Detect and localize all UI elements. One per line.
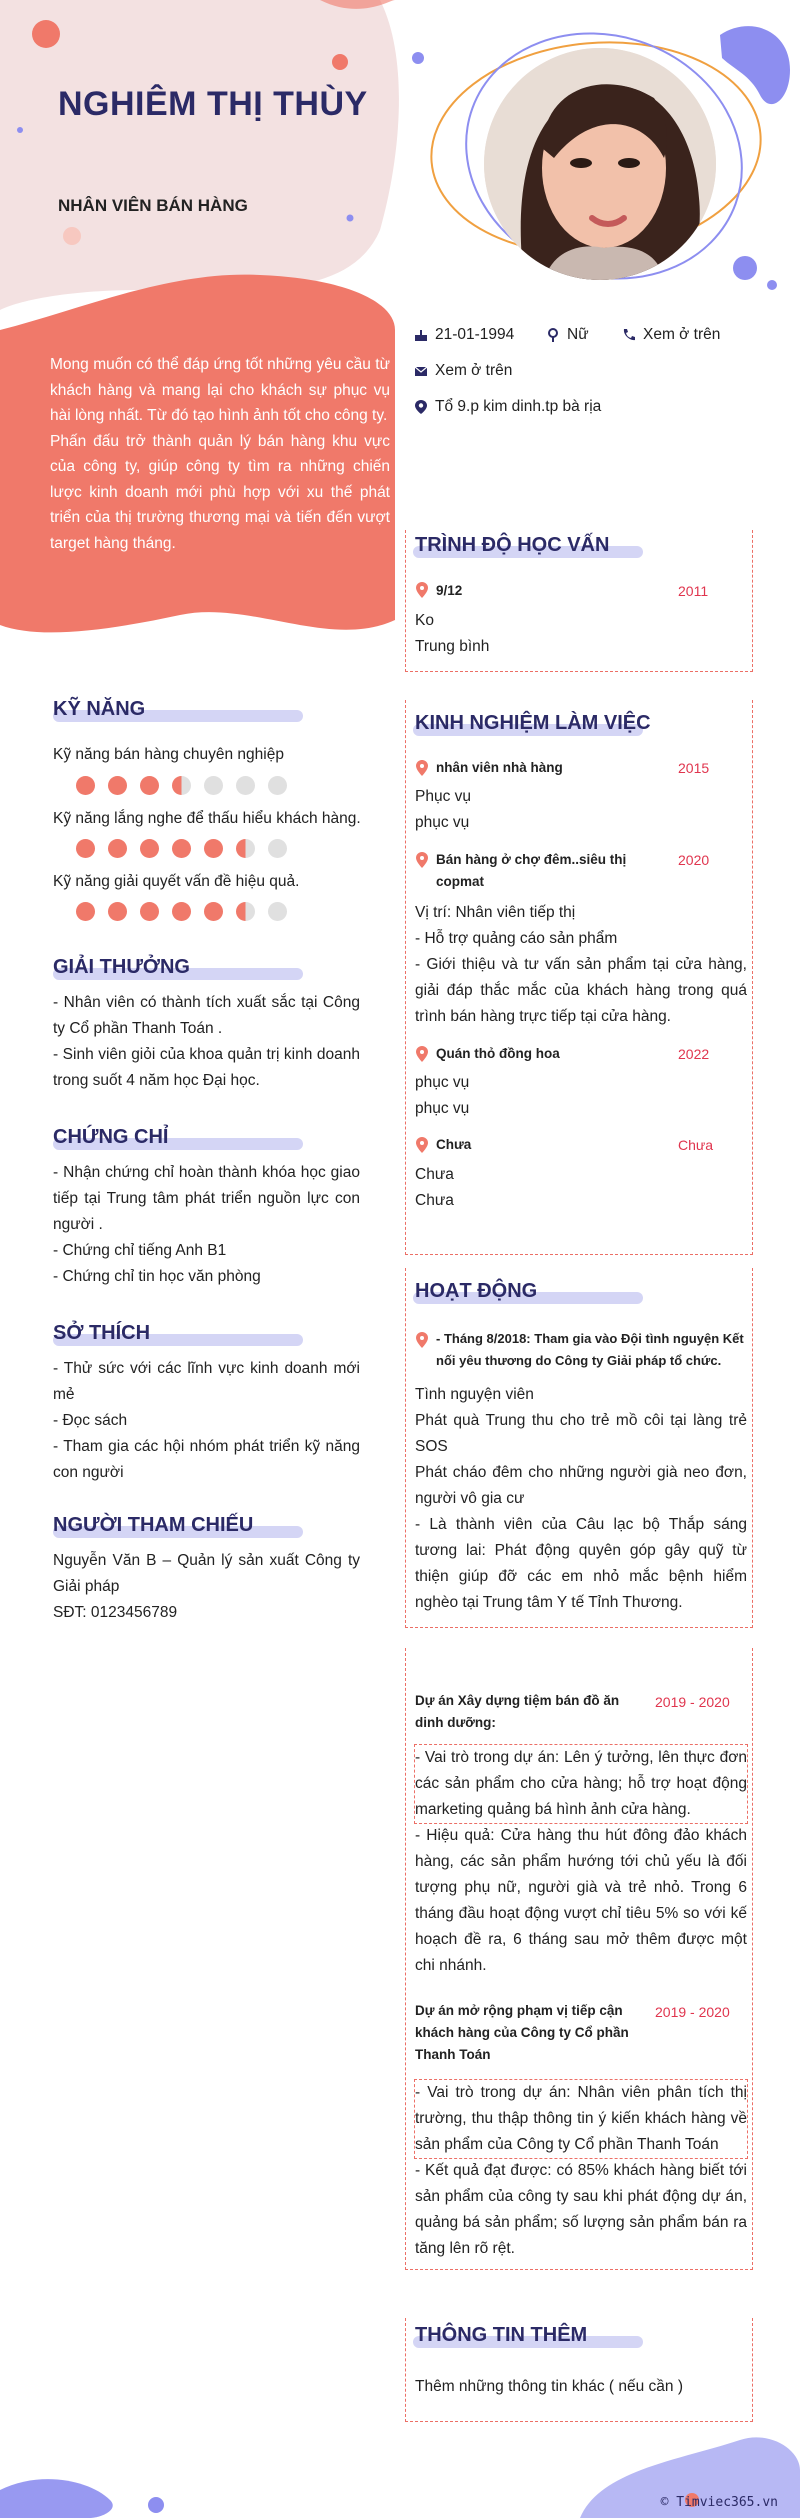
- rating-dot: [268, 839, 287, 858]
- education-grade: Trung bình: [415, 638, 490, 655]
- rating-dot: [204, 776, 223, 795]
- rating-dot: [268, 902, 287, 921]
- project-role: - Vai trò trong dự án: Lên ý tưởng, lên thực đơn các sản phẩm cho cửa hàng; hỗ trợ hoạt động marketing quảng bá hình ảnh cửa hàng.: [415, 1749, 747, 1818]
- location-pin-icon: [414, 399, 428, 415]
- hobby-item: - Đọc sách: [53, 1412, 128, 1429]
- job-line: Chưa: [415, 1166, 454, 1183]
- project-name: Dự án mở rộng phạm vị tiếp cận khách hàng của Công ty Cổ phần Thanh Toán: [415, 2003, 629, 2062]
- birthday-info: [414, 326, 514, 344]
- phone-icon: [622, 328, 636, 342]
- email-info: [414, 362, 512, 380]
- job-date: 2022: [678, 1046, 710, 1062]
- job-details: [415, 1162, 747, 1214]
- hobbies-list: [53, 1356, 360, 1486]
- location-pin-icon: [416, 582, 428, 598]
- gender-icon: [546, 328, 560, 342]
- job-company: nhân viên nhà hàng: [436, 760, 563, 775]
- project-role: - Vai trò trong dự án: Nhân viên phân tích thị trường, thu thập thông tin ý kiến khách hàng về sản phẩm của Công ty Cổ phần Thanh Toán: [415, 2084, 747, 2153]
- rating-dot: [204, 839, 223, 858]
- gender-value: Nữ: [567, 326, 589, 343]
- certificate-item: - Chứng chỉ tiếng Anh B1: [53, 1242, 227, 1259]
- job-company: Quán thỏ đồng hoa: [436, 1046, 560, 1061]
- hobby-item: - Tham gia các hội nhóm phát triển kỹ năng con người: [53, 1438, 360, 1481]
- school-name: 9/12: [436, 583, 463, 598]
- project-date: 2019 - 2020: [655, 1694, 730, 1710]
- career-objective: [50, 352, 390, 556]
- rating-dot: [108, 776, 127, 795]
- extra-title: THÔNG TIN THÊM: [415, 2324, 588, 2346]
- award-item: - Nhân viên có thành tích xuất sắc tại Công ty Cổ phần Thanh Toán .: [53, 994, 360, 1037]
- rating-dot: [140, 839, 159, 858]
- skill-label: Kỹ năng lắng nghe để thấu hiểu khách hàng.: [53, 810, 361, 827]
- portrait-image: [484, 48, 716, 280]
- activity-line: Phát quà Trung thu cho trẻ mồ côi tại làng trẻ SOS: [415, 1412, 747, 1455]
- awards-title: GIẢI THƯỞNG: [53, 956, 190, 978]
- job-line: - Giới thiệu và tư vấn sản phẩm tại cửa hàng, giải đáp thắc mắc của khách hàng trong quá trình bán hàng trực tiếp tại cửa hàng.: [415, 956, 747, 1025]
- activities-title: HOẠT ĐỘNG: [415, 1280, 538, 1302]
- phone-info: [622, 326, 720, 344]
- job-company: Bán hàng ở chợ đêm..siêu thị copmat: [436, 852, 627, 889]
- certificates-list: [53, 1160, 360, 1290]
- project-date: 2019 - 2020: [655, 2004, 730, 2020]
- rating-dot: [204, 902, 223, 921]
- references-content: [53, 1548, 360, 1626]
- activity-line: - Là thành viên của Câu lạc bộ Thắp sáng tương lai: Phát động quyên góp gây quỹ từ thiện giúp đỡ các em nhỏ mắc bệnh hiểm nghèo tại Trung tâm Y tế Tỉnh Thương.: [415, 1516, 747, 1611]
- project-result: - Hiệu quả: Cửa hàng thu hút đông đảo khách hàng, các sản phẩm hướng tới chủ yếu là đối tượng phụ nữ, người già và trẻ nhỏ. Trong 6 tháng đầu hoạt động vượt chỉ tiêu 5% so với kế hoạch đề ra, 6 tháng sau mở thêm được một chi nhánh.: [415, 1827, 747, 1974]
- certificates-title: CHỨNG CHỈ: [53, 1126, 169, 1148]
- objective-paragraph-1: Mong muốn có thể đáp ứng tốt những yêu cầu từ khách hàng và mang lại cho khách sự phục vụ hài lòng nhất. Từ đó tạo hình ảnh tốt cho công ty.: [50, 356, 390, 424]
- project-result: - Kết quả đạt được: có 85% khách hàng biết tới sản phẩm của công ty sau khi phát động dự án, quảng bá sản phẩm; số lượng sản phẩm bán ra tăng lên rõ rệt.: [415, 2162, 747, 2257]
- rating-dot: [236, 902, 255, 921]
- gender-info: [546, 326, 589, 344]
- rating-dot: [140, 902, 159, 921]
- project-details: [415, 2080, 747, 2262]
- skill-rating: [76, 776, 287, 795]
- job-date: 2020: [678, 852, 710, 868]
- skill-label: Kỹ năng bán hàng chuyên nghiệp: [53, 746, 284, 763]
- reference-phone: SĐT: 0123456789: [53, 1604, 178, 1621]
- extra-text: Thêm những thông tin khác ( nếu cần ): [415, 2378, 684, 2395]
- job-title: NHÂN VIÊN BÁN HÀNG: [58, 196, 248, 215]
- education-details: [415, 608, 747, 660]
- skills-title: KỸ NĂNG: [53, 698, 146, 720]
- job-line: phục vụ: [415, 1074, 470, 1091]
- birthday-value: 21-01-1994: [435, 326, 515, 343]
- job-line: phục vụ: [415, 1100, 470, 1117]
- project-details: [415, 1745, 747, 1979]
- activity-line: Phát cháo đêm cho những người già neo đơn, người vô gia cư: [415, 1464, 747, 1507]
- location-pin-icon: [416, 852, 428, 868]
- activity-heading: - Tháng 8/2018: Tham gia vào Đội tình nguyện Kết nối yêu thương do Công ty Giải pháp tổ chức.: [436, 1331, 744, 1368]
- rating-dot: [108, 902, 127, 921]
- phone-value: Xem ở trên: [643, 326, 721, 343]
- rating-dot: [108, 839, 127, 858]
- activity-details: [415, 1382, 747, 1616]
- location-pin-icon: [416, 760, 428, 776]
- location-pin-icon: [416, 1046, 428, 1062]
- job-line: Phục vụ: [415, 788, 472, 805]
- address-value: Tổ 9.p kim dinh.tp bà rịa: [435, 398, 602, 415]
- education-title: TRÌNH ĐỘ HỌC VẤN: [415, 534, 610, 556]
- certificate-item: - Nhận chứng chỉ hoàn thành khóa học giao tiếp tại Trung tâm phát triển nguồn lực con người .: [53, 1164, 360, 1233]
- hobbies-title: SỞ THÍCH: [53, 1322, 151, 1344]
- certificate-item: - Chứng chỉ tin học văn phòng: [53, 1268, 261, 1285]
- job-date: 2015: [678, 760, 710, 776]
- profile-photo: [484, 48, 716, 280]
- job-date: Chưa: [678, 1137, 714, 1153]
- rating-dot: [172, 839, 191, 858]
- skill-rating: [76, 902, 287, 921]
- rating-dot: [140, 776, 159, 795]
- candidate-name: NGHIÊM THỊ THÙY: [58, 85, 368, 123]
- rating-dot: [236, 776, 255, 795]
- rating-dot: [76, 839, 95, 858]
- rating-dot: [76, 776, 95, 795]
- awards-list: [53, 990, 360, 1094]
- footer-watermark: © Timviec365.vn: [660, 2495, 778, 2510]
- job-details: [415, 900, 747, 1030]
- job-details: [415, 1070, 747, 1122]
- email-value: Xem ở trên: [435, 362, 513, 379]
- reference-line: Nguyễn Văn B – Quản lý sản xuất Công ty Giải pháp: [53, 1552, 360, 1595]
- award-item: - Sinh viên giỏi của khoa quản trị kinh doanh trong suốt 4 năm học Đại học.: [53, 1046, 360, 1089]
- rating-dot: [172, 776, 191, 795]
- job-line: Chưa: [415, 1192, 454, 1209]
- hobby-item: - Thử sức với các lĩnh vực kinh doanh mới mẻ: [53, 1360, 360, 1403]
- job-line: Vị trí: Nhân viên tiếp thị: [415, 904, 576, 921]
- cake-icon: [414, 328, 428, 342]
- location-pin-icon: [416, 1332, 428, 1348]
- education-major: Ko: [415, 612, 434, 629]
- experience-title: KINH NGHIỆM LÀM VIỆC: [415, 712, 651, 734]
- job-details: [415, 784, 747, 836]
- project-name: Dự án Xây dựng tiệm bán đồ ăn dinh dưỡng:: [415, 1693, 620, 1730]
- references-title: NGƯỜI THAM CHIẾU: [53, 1514, 254, 1536]
- education-year: 2011: [678, 583, 709, 599]
- activity-role: Tình nguyện viên: [415, 1386, 534, 1403]
- rating-dot: [172, 902, 191, 921]
- skill-rating: [76, 839, 287, 858]
- location-pin-icon: [416, 1137, 428, 1153]
- job-line: - Hỗ trợ quảng cáo sản phẩm: [415, 930, 618, 947]
- job-line: phục vụ: [415, 814, 470, 831]
- envelope-icon: [414, 364, 428, 378]
- address-info: [414, 398, 601, 416]
- job-company: Chưa: [436, 1137, 472, 1152]
- objective-paragraph-2: Phấn đấu trở thành quản lý bán hàng khu vực của công ty, giúp công ty tìm ra những chiến lược kinh doanh mới phù hợp với xu thế phát triển của thị trường thương mại và tiến đến vượt target hàng tháng.: [50, 432, 390, 552]
- rating-dot: [268, 776, 287, 795]
- rating-dot: [236, 839, 255, 858]
- rating-dot: [76, 902, 95, 921]
- skill-label: Kỹ năng giải quyết vấn đề hiệu quả.: [53, 873, 300, 890]
